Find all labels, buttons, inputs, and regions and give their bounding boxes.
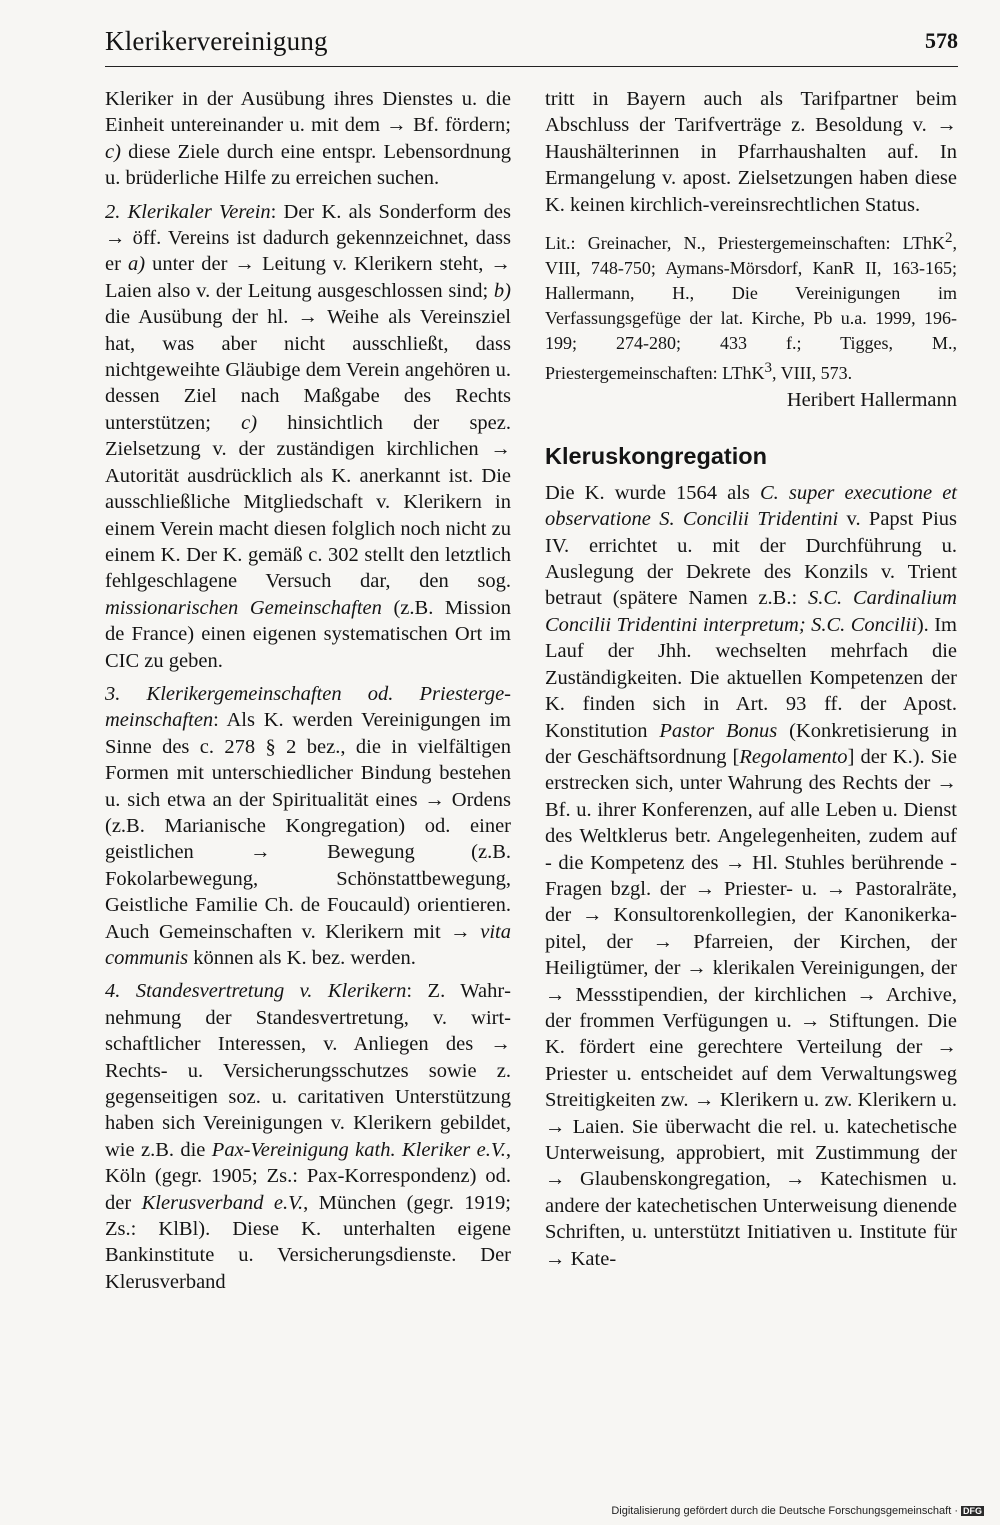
- paragraph: Kleriker in der Ausübung ihres Dienstes u. die Einheit untereinander u. mit dem → Bf. fördern; c) diese Ziele durch eine entspr. Lebensordnung u. brüderliche Hilfe zu erreichen suchen.: [105, 88, 511, 190]
- article-heading: Kleruskongregation: [545, 443, 767, 470]
- paragraph: 2. Klerikaler Verein: Der K. als Sonderform des → öff. Vereins ist dadurch gekennzeichnet, dass er a) unter der → Leitung v. Klerikern steht, → Laien also v. der Leitung ausgeschlossen sind; b) die Ausübung der hl. → Weihe als Vereinsziel hat, was aber nicht ausschließt, dass nichtgeweihte Gläubige dem Verein angehören u. dessen Ziel nach Maßgabe des Rechts unterstützen; c) hinsichtlich der spez. Zielsetzung v. der zuständigen kirchlichen → Autorität ausdrücklich als K. anerkannt ist. Die ausschließliche Mitgliedschaft v. Klerikern in einem Verein macht diesen folglich noch nicht zu einem K. Der K. gemäß c. 302 stellt den letztlich fehlgeschlagene Versuch dar, den sog. missionarischen Gemeinschaften (z.B. Mission de France) einen eigenen systematischen Ort im CIC zu geben.: [105, 200, 511, 672]
- literature-list: Lit.: Greinacher, N., Priestergemeinschaften: LThK$^2$, VIII, 748-750; Aymans-Mörsdorf, KanR II, 163-165; Hallermann, H., Die Vereinigungen im Verfassungsgefüge der lat. Kirche, Pb u.a. 1999, 196-199; 274-280; 433 f.; Tigges, M., Priestergemeinschaften: LThK$^3$, VIII, 573.: [545, 230, 957, 384]
- right-column: [545, 86, 957, 1272]
- paragraph-spacer: [105, 192, 511, 199]
- page-number: 578: [925, 28, 958, 53]
- footer-credit-text: Digitalisierung gefördert durch die Deutsche Forschungsgemeinschaft ·: [611, 1505, 958, 1517]
- paragraph-spacer: [105, 971, 511, 978]
- footer-credit: [611, 1505, 984, 1517]
- running-header: [105, 22, 958, 67]
- dfg-logo: DFG: [963, 1506, 982, 1517]
- left-column: [105, 86, 511, 1295]
- paragraph: Die K. wurde 1564 als C. super executione et observatione S. Concilii Tridentini v. Papst Pius IV. errichtet u. mit der Durchführung u. Auslegung der Dekrete des Konzils v. Trient betraut (spätere Namen z.B.: S.C. Cardinalium Concilii Tridentini interpretum; S.C. Concilii). Im Lauf der Jhh. wechselten mehrfach die Zuständigkeiten. Die aktuellen Kompetenzen der K. finden sich in Art. 93 ff. der Apost. Konstitution Pastor Bonus (Konkretisierung in der Geschäftsordnung [Regolamento] der K.). Sie erstrecken sich, unter Wahrung des Rechts der → Bf. u. ihrer Konferenzen, auf alle Leben u. Dienst des Weltklerus betr. Angelegenheiten, zudem auf - die Kompetenz des → Hl. Stuhles berührende - Fragen bzgl. der → Priester- u. → Pastoralräte, der → Konsultorenkollegien, der Kanonikerkapitel, der → Pfarreien, der Kirchen, der Heiligtümer, der → klerikalen Vereinigungen, der → Messstipendien, der kirchlichen → Archive, der frommen Verfügungen u. → Stiftungen. Die K. fördert eine gerechtere Verteilung der → Priester u. entscheidet auf dem Verwaltungsweg Streitigkeiten zw. → Klerikern u. zw. Klerikern u. → Laien. Sie überwacht die rel. u. katechetische Unterweisung, approbiert, mit Zustimmung der → Glaubenskongregation, → Katechismen u. andere der katechetischen Unterweisung dienende Schriften, u. unterstützt Initiativen u. Institute für → Kate-: [545, 481, 957, 1270]
- paragraph-spacer: [105, 674, 511, 681]
- paragraph: 3. Klerikergemeinschaften od. Priestergemeinschaften: Als K. werden Vereinigungen im Sinne des c. 278 § 2 bez., die in vielfältigen Formen mit unterschiedlicher Bindung bestehen u. sich etwa an der Spiritualität eines → Ordens (z.B. Marianische Kongregation) od. einer geistlichen → Bewegung (z.B. Fokolarbewegung, Schönstattbewegung, Geistliche Familie Ch. de Foucauld) orientieren. Auch Gemeinschaften v. Klerikern mit → vita communis können als K. bez. werden.: [105, 682, 511, 969]
- running-title: Klerikervereinigung: [105, 26, 328, 56]
- paragraph: 4. Standesvertretung v. Klerikern: Z. Wahrnehmung der Standesvertretung, v. wirtschaftlicher Interessen, v. Anliegen des → Rechts- u. Versicherungsschutzes sowie z. gegenseitigen soz. u. caritativen Unterstützung haben sich Vereinigungen v. Klerikern gebildet, wie z.B. die Pax-Vereinigung kath. Kleriker e.V., Köln (gegr. 1905; Zs.: Pax-Korrespondenz) od. der Klerusverband e.V., München (gegr. 1919; Zs.: KlBl). Diese K. unterhalten eigene Bankinstitute u. Versicherungsdienste. Der Klerusverband: [105, 980, 512, 1293]
- paragraph: tritt in Bayern auch als Tarifpartner beim Abschluss der Tarifverträge z. Besoldung v. → Haushälterinnen in Pfarrhaushalten auf. In Ermangelung v. apost. Zielsetzungen haben diese K. keinen kirchlich-vereinsrechtlichen Status.: [545, 88, 957, 216]
- author-name: Heribert Hallermann: [786, 389, 957, 412]
